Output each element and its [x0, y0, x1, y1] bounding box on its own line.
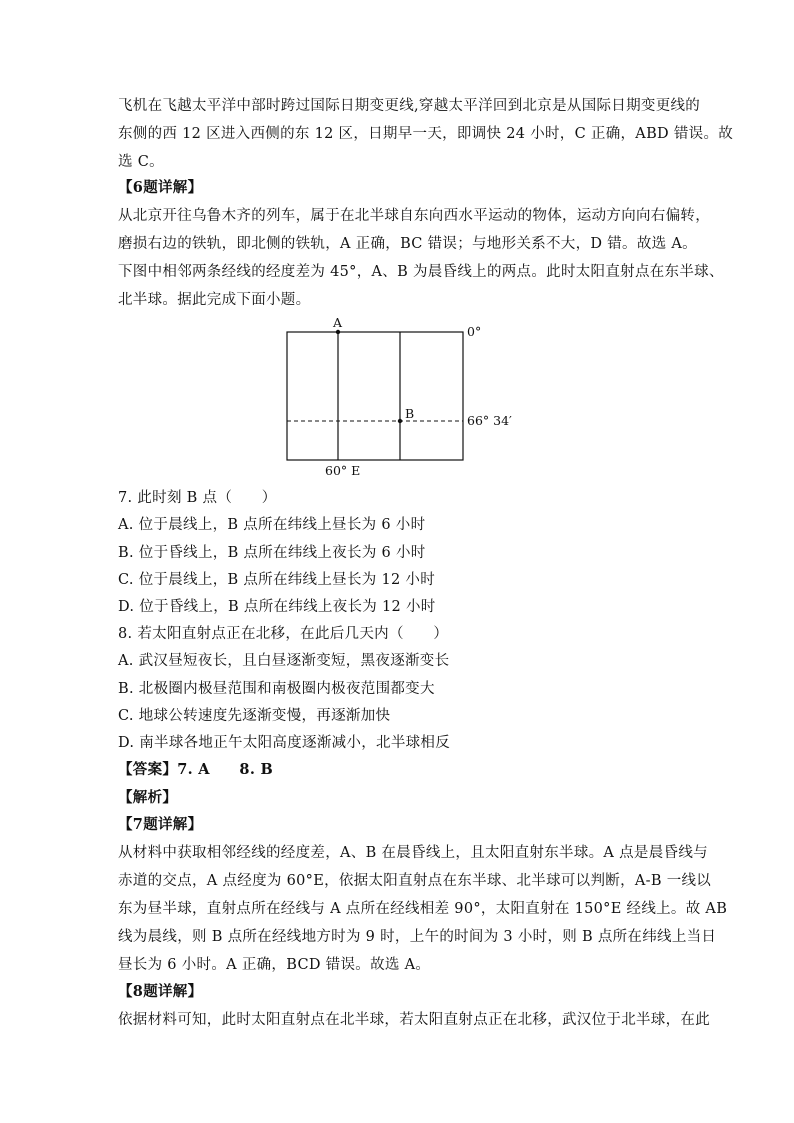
longitude-diagram [270, 312, 530, 482]
paragraph-7-line-2: 赤道的交点，A 点经度为 60°E，依据太阳直射点在东半球、北半球可以判断，A-B 一线以 [118, 873, 712, 889]
q8-heading: 【8题详解】 [118, 983, 203, 1000]
paragraph-7-line-5: 昼长为 6 小时。A 正确，BCD 错误。故选 A。 [118, 957, 431, 973]
question-8-option-d: D. 南半球各地正午太阳高度逐渐减小，北半球相反 [118, 735, 451, 751]
answer-line: 【答案】7. A 8. B [118, 761, 274, 778]
longitude-figure [270, 312, 530, 482]
q7-heading: 【7题详解】 [118, 816, 203, 833]
paragraph-8-line-1: 依据材料可知，此时太阳直射点在北半球，若太阳直射点正在北移，武汉位于北半球，在此 [118, 1012, 710, 1028]
paragraph-5-line-3: 选 C。 [118, 154, 164, 170]
question-8-option-c: C. 地球公转速度先逐渐变慢，再逐渐加快 [118, 708, 391, 724]
paragraph-6-line-2: 磨损右边的铁轨，即北侧的铁轨，A 正确，BC 错误；与地形关系不大，D 错。故选 A。 [118, 236, 697, 252]
question-7-stem: 7. 此时刻 B 点（ ） [118, 490, 277, 506]
question-7-option-c: C. 位于晨线上，B 点所在纬线上昼长为 12 小时 [118, 572, 436, 588]
point-b-marker [398, 419, 402, 423]
question-7-option-b: B. 位于昏线上，B 点所在纬线上夜长为 6 小时 [118, 545, 426, 561]
paragraph-6-line-1: 从北京开往乌鲁木齐的列车，属于在北半球自东向西水平运动的物体，运动方向向右偏转， [118, 208, 710, 224]
paragraph-5-line-1: 飞机在飞越太平洋中部时跨过国际日期变更线,穿越太平洋回到北京是从国际日期变更线的 [118, 98, 701, 114]
label-longitude: 60° E [325, 463, 361, 478]
question-7-option-d: D. 位于昏线上，B 点所在纬线上夜长为 12 小时 [118, 599, 436, 615]
paragraph-7-line-4: 线为晨线，则 B 点所在经线地方时为 9 时，上午的时间为 3 小时，则 B 点所在纬线上当日 [118, 929, 717, 945]
question-8-option-b: B. 北极圈内极昼范围和南极圈内极夜范围都变大 [118, 681, 435, 697]
point-a-marker [336, 330, 340, 334]
question-7-option-a: A. 位于晨线上，B 点所在纬线上昼长为 6 小时 [118, 517, 426, 533]
paragraph-7-line-1: 从材料中获取相邻经线的经度差，A、B 在晨昏线上，且太阳直射东半球。A 点是晨昏线与 [118, 845, 708, 861]
label-a: A [333, 315, 343, 330]
analysis-heading: 【解析】 [118, 789, 178, 806]
paragraph-5-line-2: 东侧的西 12 区进入西侧的东 12 区，日期早一天，即调快 24 小时，C 正确，ABD 错误。故 [118, 126, 734, 142]
intro-line-2: 北半球。据此完成下面小题。 [118, 292, 311, 308]
paragraph-7-line-3: 东为昼半球，直射点所在经线与 A 点所在经线相差 90°，太阳直射在 150°E 经线上。故 AB [118, 901, 728, 917]
label-b: B [405, 406, 415, 421]
figure-frame [287, 332, 463, 460]
question-8-stem: 8. 若太阳直射点正在北移，在此后几天内（ ） [118, 626, 449, 642]
label-latitude: 66° 34′ [467, 413, 512, 428]
q6-heading: 【6题详解】 [118, 179, 203, 196]
intro-line-1: 下图中相邻两条经线的经度差为 45°，A、B 为晨昏线上的两点。此时太阳直射点在东半球、 [118, 264, 724, 280]
question-8-option-a: A. 武汉昼短夜长，且白昼逐渐变短，黑夜逐渐变长 [118, 653, 450, 669]
label-equator: 0° [467, 324, 482, 339]
